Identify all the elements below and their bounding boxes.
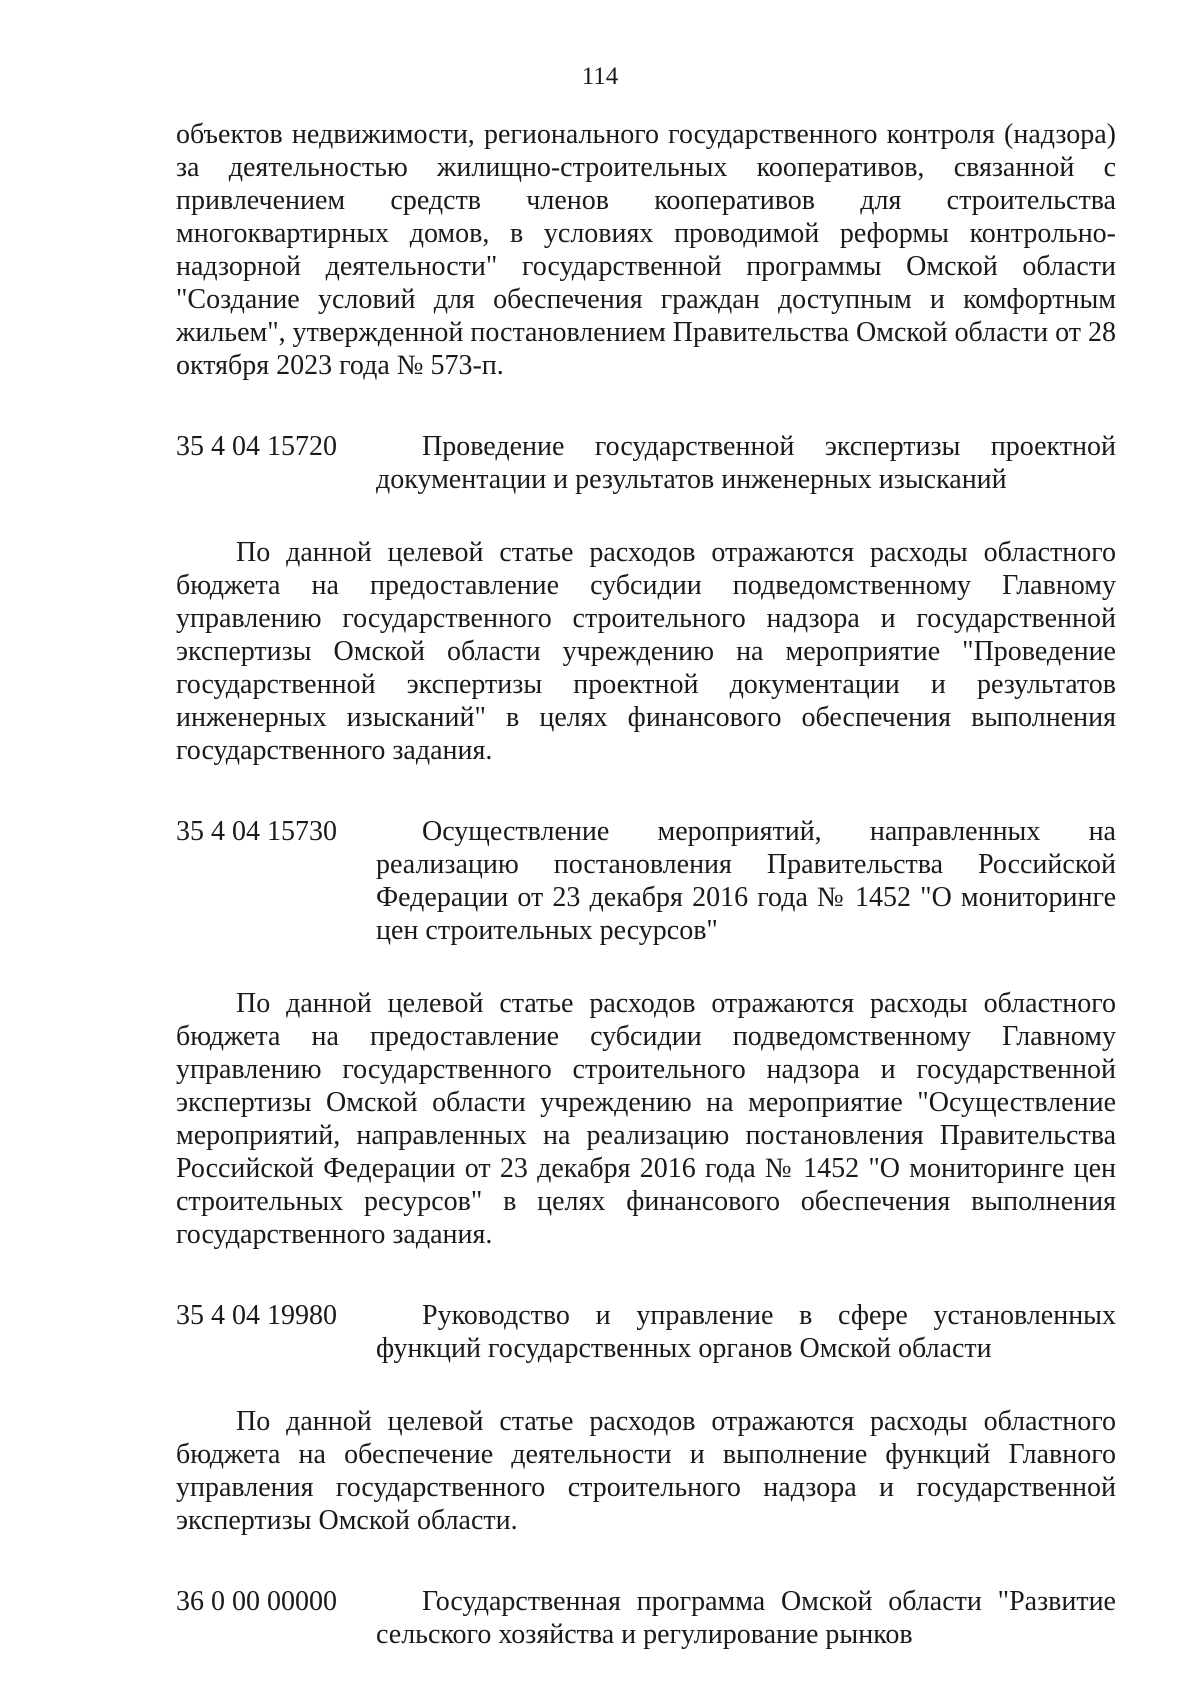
entry-title: Руководство и управление в сфере установленных функций государственных органов Омской области: [376, 1300, 1116, 1364]
entry-description: По данной целевой статье расходов отражаются расходы областного бюджета на предоставление субсидии подведомственному Главному управлению государственного строительного надзора и государственной экспертизы Омской области учреждению на мероприятие "Проведение государственной экспертизы проектной документации и результатов инженерных изысканий" в целях финансового обеспечения выполнения государственного задания.: [176, 537, 1116, 766]
entry-title: Государственная программа Омской области "Развитие сельского хозяйства и регулирование рынков: [376, 1586, 1116, 1650]
entry-code: 36 0 00 00000: [176, 1586, 337, 1617]
document-body: [176, 118, 1116, 1651]
budget-entry-19980: [176, 1299, 1116, 1365]
page-number: 114: [581, 63, 619, 90]
entry-title: Осуществление мероприятий, направленных на реализацию постановления Правительства Российской Федерации от 23 декабря 2016 года № 1452 "О мониторинге цен строительных ресурсов": [376, 816, 1116, 946]
budget-entry-36-program: [176, 1585, 1116, 1651]
entry-code: 35 4 04 19980: [176, 1300, 337, 1331]
entry-description: По данной целевой статье расходов отражаются расходы областного бюджета на предоставление субсидии подведомственному Главному управлению государственного строительного надзора и государственной экспертизы Омской области учреждению на мероприятие "Осуществление мероприятий, направленных на реализацию постановления Правительства Российской Федерации от 23 декабря 2016 года № 1452 "О мониторинге цен строительных ресурсов" в целях финансового обеспечения выполнения государственного задания.: [176, 988, 1116, 1250]
entry-code: 35 4 04 15730: [176, 816, 337, 847]
entry-code: 35 4 04 15720: [176, 431, 337, 462]
intro-paragraph: объектов недвижимости, регионального государственного контроля (надзора) за деятельностью жилищно-строительных кооперативов, связанной с привлечением средств членов кооперативов для строительства многоквартирных домов, в условиях проводимой реформы контрольно-надзорной деятельности" государственной программы Омской области "Создание условий для обеспечения граждан доступным и комфортным жильем", утвержденной постановлением Правительства Омской области от 28 октября 2023 года № 573-п.: [176, 119, 1117, 381]
budget-entry-15730: [176, 815, 1116, 947]
budget-entry-15720: [176, 430, 1116, 496]
entry-title: Проведение государственной экспертизы проектной документации и результатов инженерных изысканий: [376, 431, 1116, 495]
entry-description: По данной целевой статье расходов отражаются расходы областного бюджета на обеспечение деятельности и выполнение функций Главного управления государственного строительного надзора и государственной экспертизы Омской области.: [176, 1406, 1116, 1536]
